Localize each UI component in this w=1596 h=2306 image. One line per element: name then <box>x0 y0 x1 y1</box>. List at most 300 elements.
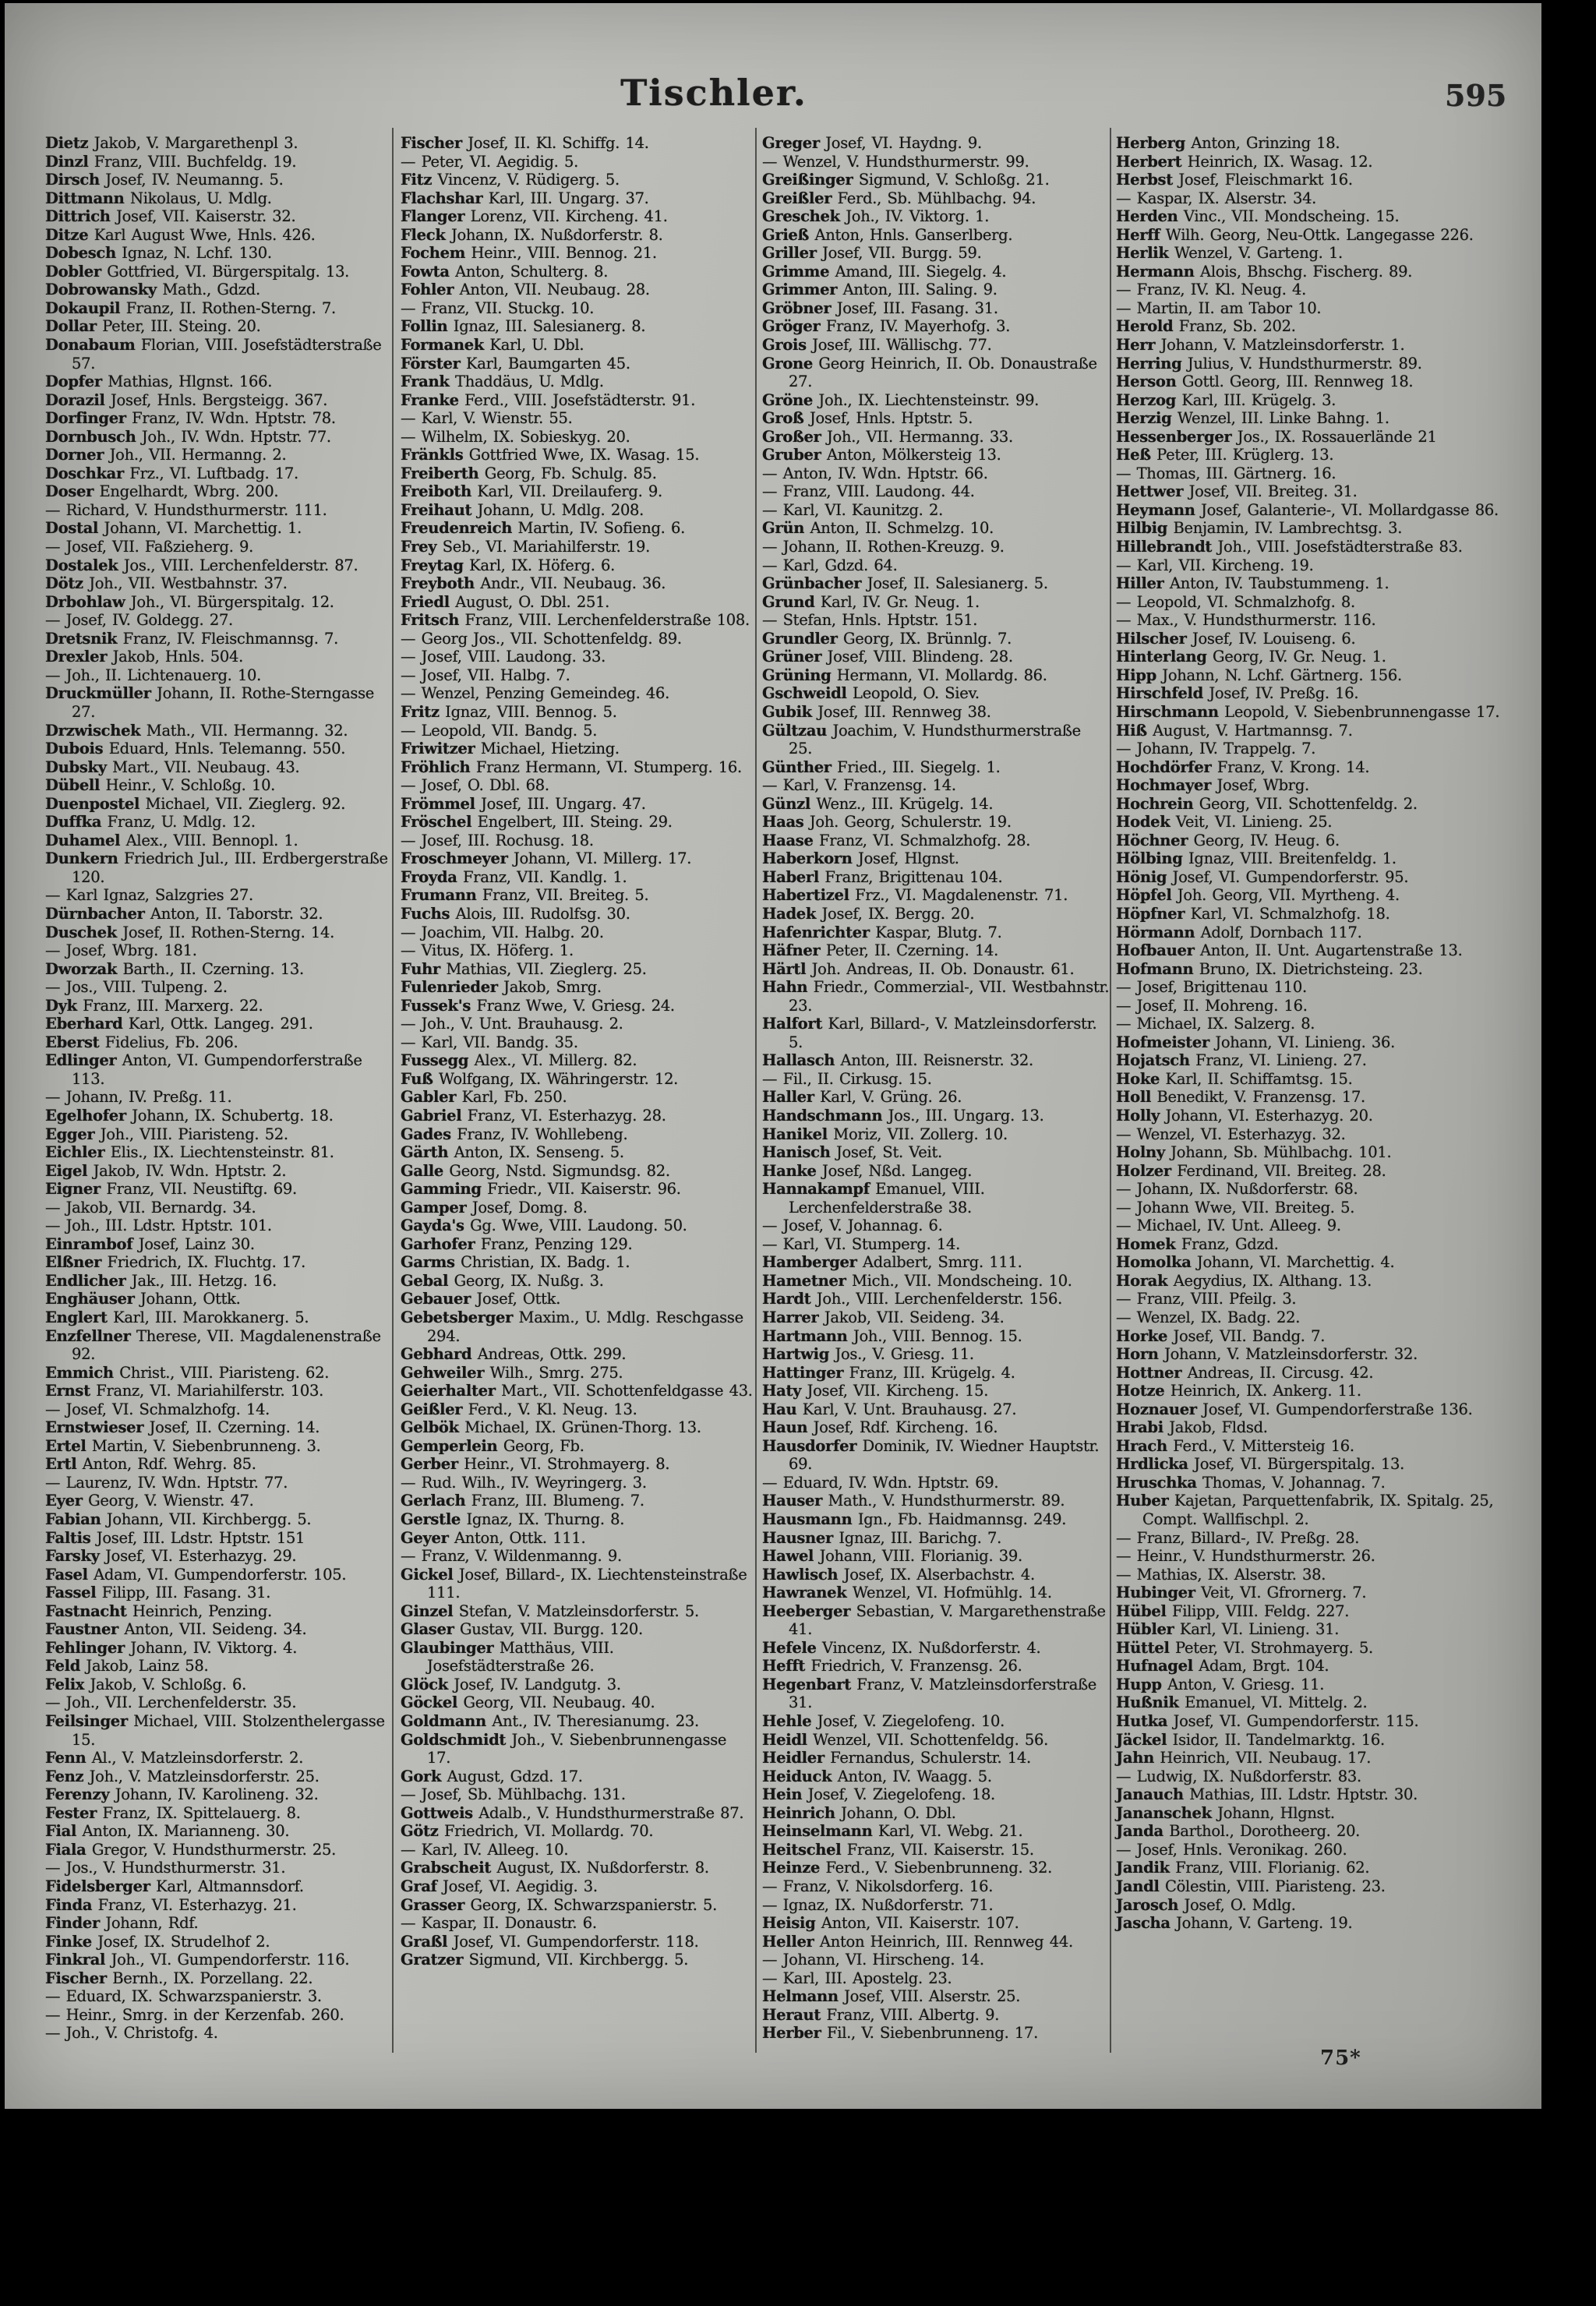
directory-entry: Hausmann Ign., Fb. Haidmannsg. 249. <box>762 1510 1067 1529</box>
directory-entry: Froyda Franz, VII. Kandlg. 1. <box>401 867 627 886</box>
directory-entry: Göckel Georg, VII. Neubaug. 40. <box>401 1693 655 1712</box>
directory-entry: Jandik Franz, VIII. Florianig. 62. <box>1116 1859 1370 1877</box>
directory-entry: Hotze Heinrich, IX. Ankerg. 11. <box>1116 1382 1361 1400</box>
directory-entry: — Laurenz, IV. Wdn. Hptstr. 77. <box>45 1473 288 1492</box>
directory-entry: Doschkar Frz., VI. Luftbadg. 17. <box>45 464 298 482</box>
directory-entry: Gehweiler Wilh., Smrg. 275. <box>401 1363 623 1382</box>
directory-entry: Helmann Josef, VIII. Alserstr. 25. <box>762 1987 1021 2006</box>
directory-entry: Gickel Josef, Billard-, IX. Liechtensteinstraße 111. <box>401 1565 747 1602</box>
directory-entry: Eigel Jakob, IV. Wdn. Hptstr. 2. <box>45 1161 287 1180</box>
directory-entry: Graf Josef, VI. Aegidig. 3. <box>401 1877 598 1895</box>
directory-entry: Gabler Karl, Fb. 250. <box>401 1088 567 1107</box>
directory-entry: — Stefan, Hnls. Hptstr. 151. <box>762 611 978 630</box>
directory-entry: Gottweis Adalb., V. Hundsthurmerstraße 87. <box>401 1803 744 1822</box>
directory-entry: — Josef, II. Mohreng. 16. <box>1116 996 1308 1015</box>
directory-column-2 <box>401 134 753 1969</box>
directory-entry: Finder Johann, Rdf. <box>45 1914 199 1933</box>
directory-entry: Gärth Anton, IX. Senseng. 5. <box>401 1143 624 1162</box>
directory-entry: Grone Georg Heinrich, II. Ob. Donaustraße 27. <box>762 354 1097 391</box>
directory-entry: — Franz, Billard-, IV. Preßg. 28. <box>1116 1528 1360 1547</box>
directory-entry: Grabscheit August, IX. Nußdorferstr. 8. <box>401 1859 709 1877</box>
directory-entry: Doser Engelhardt, Wbrg. 200. <box>45 482 279 501</box>
directory-entry: Hilscher Josef, IV. Louiseng. 6. <box>1116 629 1356 648</box>
directory-entry: Dretsnik Franz, IV. Fleischmannsg. 7. <box>45 629 339 648</box>
directory-entry: Dornbusch Joh., IV. Wdn. Hptstr. 77. <box>45 427 331 446</box>
directory-entry: — Wenzel, VI. Esterhazyg. 32. <box>1116 1125 1346 1143</box>
directory-entry: Grasser Georg, IX. Schwarzspanierstr. 5. <box>401 1895 717 1914</box>
directory-entry: Gork August, Gdzd. 17. <box>401 1767 583 1785</box>
directory-entry: Hölbing Ignaz, VIII. Breitenfeldg. 1. <box>1116 849 1396 868</box>
directory-entry: Holzer Ferdinand, VII. Breiteg. 28. <box>1116 1161 1386 1180</box>
directory-entry: Follin Ignaz, III. Salesianerg. 8. <box>401 317 646 336</box>
directory-entry: — Josef, V. Johannag. 6. <box>762 1217 943 1235</box>
directory-entry: Hillebrandt Joh., VIII. Josefstädterstraße 83. <box>1116 538 1463 556</box>
directory-entry: Gabriel Franz, VI. Esterhazyg. 28. <box>401 1106 666 1125</box>
directory-entry: Herberg Anton, Grinzing 18. <box>1116 134 1340 152</box>
directory-entry: Hartwig Jos., V. Griesg. 11. <box>762 1345 974 1364</box>
directory-entry: Gerber Heinr., VI. Strohmayerg. 8. <box>401 1455 670 1474</box>
directory-entry: Herbst Josef, Fleischmarkt 16. <box>1116 171 1353 189</box>
directory-entry: Dorfinger Franz, IV. Wdn. Hptstr. 78. <box>45 409 336 428</box>
directory-entry: Ferenzy Johann, IV. Karolineng. 32. <box>45 1785 319 1804</box>
directory-entry: Günzl Wenz., III. Krügelg. 14. <box>762 794 994 813</box>
directory-entry: Duenpostel Michael, VII. Zieglerg. 92. <box>45 794 346 813</box>
directory-entry: Hüttel Peter, VI. Strohmayerg. 5. <box>1116 1638 1373 1657</box>
directory-entry: Gelbök Michael, IX. Grünen-Thorg. 13. <box>401 1418 701 1437</box>
directory-entry: Homek Franz, Gdzd. <box>1116 1234 1279 1253</box>
directory-entry: Hanke Josef, Nßd. Langeg. <box>762 1161 973 1180</box>
directory-entry: — Wilhelm, IX. Sobieskyg. 20. <box>401 427 630 446</box>
directory-entry: Freihaut Johann, U. Mdlg. 208. <box>401 500 644 519</box>
directory-entry: Hoznauer Josef, VI. Gumpendorferstraße 136. <box>1116 1400 1473 1418</box>
directory-entry: Fiala Gregor, V. Hundsthurmerstr. 25. <box>45 1840 337 1859</box>
directory-entry: Drbohlaw Joh., VI. Bürgerspitalg. 12. <box>45 592 334 611</box>
directory-entry: Gebal Georg, IX. Nußg. 3. <box>401 1271 604 1290</box>
directory-entry: Hochdörfer Franz, V. Krong. 14. <box>1116 757 1370 776</box>
directory-entry: Frömmel Josef, III. Ungarg. 47. <box>401 794 646 813</box>
directory-entry: Freyboth Andr., VII. Neubaug. 36. <box>401 574 666 593</box>
directory-entry: Fränkls Gottfried Wwe, IX. Wasag. 15. <box>401 446 700 464</box>
column-separator <box>755 128 757 2053</box>
directory-entry: — Eduard, IV. Wdn. Hptstr. 69. <box>762 1473 999 1492</box>
directory-entry: Herden Vinc., VII. Mondscheing. 15. <box>1116 207 1400 226</box>
directory-entry: Fischer Josef, II. Kl. Schiffg. 14. <box>401 134 649 152</box>
scanned-page <box>5 3 1541 2109</box>
directory-entry: Hoke Karl, II. Schiffamtsg. 15. <box>1116 1069 1353 1088</box>
directory-entry: Hein Josef, V. Ziegelofeng. 18. <box>762 1785 995 1804</box>
directory-entry: Frey Seb., VI. Mariahilferstr. 19. <box>401 538 650 556</box>
directory-entry: — Karl, VII. Kircheng. 19. <box>1116 556 1314 574</box>
directory-entry: Dostal Johann, VI. Marchettig. 1. <box>45 519 302 538</box>
directory-entry: Gamper Josef, Domg. 8. <box>401 1198 588 1217</box>
directory-entry: Endlicher Jak., III. Hetzg. 16. <box>45 1271 277 1290</box>
directory-entry: Finda Franz, VI. Esterhazyg. 21. <box>45 1895 297 1914</box>
directory-entry: Jananschek Johann, Hlgnst. <box>1116 1803 1335 1822</box>
directory-entry: Halfort Karl, Billard-, V. Matzleinsdorferstr. 5. <box>762 1015 1097 1051</box>
directory-entry: Hirschfeld Josef, IV. Preßg. 16. <box>1116 684 1359 703</box>
directory-entry: Hardt Joh., VIII. Lerchenfelderstr. 156. <box>762 1290 1063 1308</box>
directory-entry: Hannakampf Emanuel, VIII. Lerchenfelderstraße 38. <box>762 1180 985 1217</box>
directory-entry: Dobler Gottfried, VI. Bürgerspitalg. 13. <box>45 262 350 281</box>
directory-entry: Gerlach Franz, III. Blumeng. 7. <box>401 1492 644 1510</box>
directory-entry: Haas Joh. Georg, Schulerstr. 19. <box>762 813 1012 832</box>
directory-entry: Dübell Heinr., V. Schloßg. 10. <box>45 776 276 795</box>
directory-entry: — Jakob, VII. Bernardg. 34. <box>45 1198 256 1217</box>
directory-entry: Ditze Karl August Wwe, Hnls. 426. <box>45 225 316 244</box>
directory-entry: — Josef, Sb. Mühlbachg. 131. <box>401 1785 626 1804</box>
directory-entry: Hinterlang Georg, IV. Gr. Neug. 1. <box>1116 648 1386 666</box>
directory-entry: Dorner Joh., VII. Hermanng. 2. <box>45 446 287 464</box>
directory-entry: Hefft Friedrich, V. Franzensg. 26. <box>762 1657 1022 1676</box>
directory-entry: Grünbacher Josef, II. Salesianerg. 5. <box>762 574 1048 593</box>
directory-entry: Gröne Joh., IX. Liechtensteinstr. 99. <box>762 390 1040 409</box>
directory-entry: Faustner Anton, VII. Seideng. 34. <box>45 1620 307 1639</box>
directory-entry: Dubois Eduard, Hnls. Telemanng. 550. <box>45 740 346 758</box>
directory-entry: Heinrich Johann, O. Dbl. <box>762 1803 956 1822</box>
directory-entry: Hawlisch Josef, IX. Alserbachstr. 4. <box>762 1565 1035 1584</box>
directory-entry: Ginzel Stefan, V. Matzleinsdorferstr. 5. <box>401 1601 699 1620</box>
directory-entry: — Johann, IX. Nußdorferstr. 68. <box>1116 1180 1358 1199</box>
directory-entry: — Kaspar, IX. Alserstr. 34. <box>1116 189 1317 207</box>
directory-entry: Herber Fil., V. Siebenbrunneng. 17. <box>762 2024 1038 2043</box>
directory-entry: — Josef, O. Dbl. 68. <box>401 776 549 795</box>
directory-entry: — Franz, V. Wildenmanng. 9. <box>401 1547 622 1566</box>
directory-entry: Hruschka Thomas, V. Johannag. 7. <box>1116 1473 1386 1492</box>
directory-entry: Hattinger Franz, III. Krügelg. 4. <box>762 1363 1015 1382</box>
directory-entry: Farsky Josef, VI. Esterhazyg. 29. <box>45 1547 297 1566</box>
directory-entry: Hawranek Wenzel, VI. Hofmühlg. 14. <box>762 1584 1052 1602</box>
directory-entry: Dittrich Josef, VII. Kaiserstr. 32. <box>45 207 296 226</box>
directory-entry: Herbert Heinrich, IX. Wasag. 12. <box>1116 152 1373 171</box>
directory-entry: Gerstle Ignaz, IX. Thurng. 8. <box>401 1510 625 1529</box>
directory-entry: Fritsch Franz, VIII. Lerchenfelderstraße 108. <box>401 611 750 630</box>
directory-entry: Hessenberger Jos., IX. Rossauerlände 21 <box>1116 427 1437 446</box>
directory-entry: Jandl Cölestin, VIII. Piaristeng. 23. <box>1116 1877 1386 1895</box>
directory-entry: Hiß August, V. Hartmannsg. 7. <box>1116 721 1353 740</box>
directory-entry: — Karl, VII. Bandg. 35. <box>401 1033 578 1051</box>
directory-entry: Jahn Heinrich, VII. Neubaug. 17. <box>1116 1749 1372 1767</box>
directory-column-3 <box>762 134 1110 2043</box>
directory-entry: Edlinger Anton, VI. Gumpendorferstraße 113. <box>45 1051 362 1088</box>
directory-entry: Hallasch Anton, III. Reisnerstr. 32. <box>762 1051 1033 1070</box>
directory-entry: Dirsch Josef, IV. Neumanng. 5. <box>45 171 284 189</box>
directory-entry: Heitschel Franz, VII. Kaiserstr. 15. <box>762 1840 1034 1859</box>
directory-entry: Hutka Josef, VI. Gumpendorferstr. 115. <box>1116 1712 1419 1731</box>
directory-entry: Hofbauer Anton, II. Unt. Augartenstraße 13. <box>1116 941 1463 960</box>
directory-entry: Duhamel Alex., VIII. Bennopl. 1. <box>45 831 298 849</box>
directory-entry: Gruber Anton, Mölkersteig 13. <box>762 446 1001 464</box>
directory-entry: Haase Franz, VI. Schmalzhofg. 28. <box>762 831 1031 849</box>
directory-entry: Hußnik Emanuel, VI. Mittelg. 2. <box>1116 1693 1368 1712</box>
directory-entry: — Kaspar, II. Donaustr. 6. <box>401 1914 597 1933</box>
directory-entry: Gröger Franz, IV. Mayerhofg. 3. <box>762 317 1011 336</box>
directory-entry: Großer Joh., VII. Hermanng. 33. <box>762 427 1013 446</box>
directory-entry: Hanisch Josef, St. Veit. <box>762 1143 942 1162</box>
directory-entry: Duschek Josef, II. Rothen-Sterng. 14. <box>45 923 334 941</box>
directory-entry: Garhofer Franz, Penzing 129. <box>401 1234 633 1253</box>
directory-entry: Hipp Johann, N. Lchf. Gärtnerg. 156. <box>1116 666 1402 684</box>
directory-entry: Fochem Heinr., VIII. Bennog. 21. <box>401 244 657 263</box>
directory-column-4 <box>1116 134 1521 1933</box>
directory-entry: Glaser Gustav, VII. Burgg. 120. <box>401 1620 643 1639</box>
directory-entry: Heisig Anton, VII. Kaiserstr. 107. <box>762 1914 1019 1933</box>
directory-entry: Galle Georg, Nstd. Sigmundsg. 82. <box>401 1161 670 1180</box>
directory-entry: Heller Anton Heinrich, III. Rennweg 44. <box>762 1932 1073 1951</box>
directory-entry: — Georg Jos., VII. Schottenfeldg. 89. <box>401 629 682 648</box>
directory-entry: Friedl August, O. Dbl. 251. <box>401 592 610 611</box>
directory-entry: Horn Johann, V. Matzleinsdorferstr. 32. <box>1116 1345 1418 1364</box>
directory-entry: Geyer Anton, Ottk. 111. <box>401 1528 586 1547</box>
directory-entry: Herzig Wenzel, III. Linke Bahng. 1. <box>1116 409 1389 428</box>
directory-entry: Hrdlicka Josef, VI. Bürgerspitalg. 13. <box>1116 1455 1405 1474</box>
directory-entry: — Heinr., V. Hundsthurmerstr. 26. <box>1116 1547 1375 1566</box>
directory-entry: Franke Ferd., VIII. Josefstädterstr. 91. <box>401 390 696 409</box>
directory-entry: — Josef, Hnls. Veronikag. 260. <box>1116 1840 1347 1859</box>
directory-entry: Fowta Anton, Schulterg. 8. <box>401 262 609 281</box>
directory-entry: Fassel Filipp, III. Fasang. 31. <box>45 1584 271 1602</box>
directory-entry: Freudenreich Martin, IV. Sofieng. 6. <box>401 519 685 538</box>
directory-entry: Fröschel Engelbert, III. Steing. 29. <box>401 813 673 832</box>
directory-entry: — Richard, V. Hundsthurmerstr. 111. <box>45 500 327 519</box>
directory-entry: Grimme Amand, III. Siegelg. 4. <box>762 262 1007 281</box>
directory-entry: Dobesch Ignaz, N. Lchf. 130. <box>45 244 272 263</box>
directory-entry: Hilbig Benjamin, IV. Lambrechtsg. 3. <box>1116 519 1403 538</box>
directory-entry: Hausner Ignaz, III. Barichg. 7. <box>762 1528 1002 1547</box>
directory-entry: Hefele Vincenz, IX. Nußdorferstr. 4. <box>762 1638 1041 1657</box>
directory-entry: Gemperlein Georg, Fb. <box>401 1436 584 1455</box>
directory-entry: Friwitzer Michael, Hietzing. <box>401 740 620 758</box>
directory-entry: Holny Johann, Sb. Mühlbachg. 101. <box>1116 1143 1392 1162</box>
directory-entry: Herzog Karl, III. Krügelg. 3. <box>1116 390 1336 409</box>
directory-entry: — Joh., V. Christofg. 4. <box>45 2024 218 2043</box>
directory-entry: — Franz, VIII. Laudong. 44. <box>762 482 975 501</box>
directory-entry: Heeberger Sebastian, V. Margarethenstraße 41. <box>762 1601 1106 1639</box>
directory-entry: Elßner Friedrich, IX. Fluchtg. 17. <box>45 1253 306 1272</box>
directory-entry: — Johann, IV. Trappelg. 7. <box>1116 740 1316 758</box>
directory-entry: Heß Peter, III. Krüglerg. 13. <box>1116 446 1334 464</box>
directory-entry: Ertel Martin, V. Siebenbrunneng. 3. <box>45 1436 321 1455</box>
directory-entry: Hönig Josef, VI. Gumpendorferstr. 95. <box>1116 867 1409 886</box>
directory-entry: Häfner Peter, II. Czerning. 14. <box>762 941 999 960</box>
directory-entry: Graßl Josef, VI. Gumpendorferstr. 118. <box>401 1932 699 1951</box>
directory-entry: Hermann Alois, Bhschg. Fischerg. 89. <box>1116 262 1413 281</box>
directory-entry: — Karl, III. Apostelg. 23. <box>762 1969 952 1987</box>
directory-entry: Fial Anton, IX. Marianneng. 30. <box>45 1822 290 1841</box>
directory-entry: Eigner Franz, VII. Neustiftg. 69. <box>45 1180 297 1199</box>
directory-entry: — Johann, IV. Preßg. 11. <box>45 1088 232 1107</box>
directory-entry: Grundler Georg, IX. Brünnlg. 7. <box>762 629 1012 648</box>
directory-entry: Förster Karl, Baumgarten 45. <box>401 354 630 373</box>
directory-entry: Griller Josef, VII. Burgg. 59. <box>762 244 982 263</box>
directory-entry: Emmich Christ., VIII. Piaristeng. 62. <box>45 1363 330 1382</box>
directory-entry: — Karl Ignaz, Salzgries 27. <box>45 886 253 905</box>
directory-entry: Freiberth Georg, Fb. Schulg. 85. <box>401 464 657 482</box>
directory-entry: Dürnbacher Anton, II. Taborstr. 32. <box>45 904 323 923</box>
directory-entry: Ernstwieser Josef, II. Czerning. 14. <box>45 1418 320 1437</box>
directory-entry: Heinselmann Karl, VI. Webg. 21. <box>762 1822 1023 1841</box>
directory-entry: Gratzer Sigmund, VII. Kirchbergg. 5. <box>401 1951 689 1969</box>
directory-entry: Gamming Friedr., VII. Kaiserstr. 96. <box>401 1180 681 1199</box>
directory-entry: — Josef, VI. Schmalzhofg. 14. <box>45 1400 270 1418</box>
directory-entry: Heiduck Anton, IV. Waagg. 5. <box>762 1767 992 1785</box>
directory-entry: — Josef, VII. Faßzieherg. 9. <box>45 538 254 556</box>
directory-entry: Dollar Peter, III. Steing. 20. <box>45 317 261 336</box>
directory-entry: Hau Karl, V. Unt. Brauhausg. 27. <box>762 1400 1017 1418</box>
directory-entry: Druckmüller Johann, II. Rothe-Sterngasse 27. <box>45 684 375 721</box>
directory-entry: — Joh., III. Ldstr. Hptstr. 101. <box>45 1217 272 1235</box>
directory-entry: Höpfner Karl, VI. Schmalzhofg. 18. <box>1116 904 1390 923</box>
directory-entry: Fussek's Franz Wwe, V. Griesg. 24. <box>401 996 675 1015</box>
directory-entry: Egelhofer Johann, IX. Schubertg. 18. <box>45 1106 334 1125</box>
directory-entry: — Karl, V. Wienstr. 55. <box>401 409 573 428</box>
directory-entry: Fitz Vincenz, V. Rüdigerg. 5. <box>401 171 620 189</box>
directory-entry: Hadek Josef, IX. Bergg. 20. <box>762 904 975 923</box>
directory-entry: Fritz Ignaz, VIII. Bennog. 5. <box>401 702 617 721</box>
directory-entry: — Wenzel, Penzing Gemeindeg. 46. <box>401 684 670 703</box>
directory-entry: Hametner Mich., VII. Mondscheing. 10. <box>762 1271 1072 1290</box>
directory-entry: Herr Johann, V. Matzleinsdorferstr. 1. <box>1116 336 1405 355</box>
directory-entry: Gschweidl Leopold, O. Siev. <box>762 684 980 703</box>
directory-entry: — Karl, Gdzd. 64. <box>762 556 898 574</box>
directory-entry: Dostalek Jos., VIII. Lerchenfelderstr. 87. <box>45 556 358 574</box>
directory-entry: Holly Johann, VI. Esterhazyg. 20. <box>1116 1106 1373 1125</box>
directory-entry: — Karl, VI. Stumperg. 14. <box>762 1234 961 1253</box>
directory-entry: Dworzak Barth., II. Czerning. 13. <box>45 959 304 978</box>
directory-entry: Hrabi Jakob, Fldsd. <box>1116 1418 1268 1437</box>
directory-entry: — Josef, IV. Goldegg. 27. <box>45 611 233 630</box>
directory-entry: — Josef, VIII. Laudong. 33. <box>401 648 606 666</box>
directory-entry: Fastnacht Heinrich, Penzing. <box>45 1601 272 1620</box>
directory-entry: — Karl, IV. Alleeg. 10. <box>401 1840 569 1859</box>
directory-entry: — Josef, III. Rochusg. 18. <box>401 831 594 849</box>
directory-entry: — Franz, VII. Stuckg. 10. <box>401 298 595 317</box>
directory-entry: Heidler Fernandus, Schulerstr. 14. <box>762 1749 1031 1767</box>
directory-entry: Dobrowansky Math., Gdzd. <box>45 281 260 299</box>
directory-entry: — Mathias, IX. Alserstr. 38. <box>1116 1565 1326 1584</box>
column-separator <box>1110 128 1111 2053</box>
directory-entry: Hawel Johann, VIII. Florianig. 39. <box>762 1547 1022 1566</box>
directory-entry: Heinze Ferd., V. Siebenbrunneng. 32. <box>762 1859 1052 1877</box>
directory-entry: Fuchs Alois, III. Rudolfsg. 30. <box>401 904 630 923</box>
directory-entry: Fröhlich Franz Hermann, VI. Stumperg. 16. <box>401 757 742 776</box>
page-number: 595 <box>1445 78 1507 113</box>
directory-entry: Hausdorfer Dominik, IV. Wiedner Hauptstr. 69. <box>762 1436 1100 1474</box>
directory-entry: Frumann Franz, VII. Breiteg. 5. <box>401 886 649 905</box>
directory-entry: — Leopold, VI. Schmalzhofg. 8. <box>1116 592 1355 611</box>
directory-entry: Greißler Ferd., Sb. Mühlbachg. 94. <box>762 189 1036 207</box>
directory-entry: — Franz, IV. Kl. Neug. 4. <box>1116 281 1307 299</box>
directory-entry: Gültzau Joachim, V. Hundsthurmerstraße 25. <box>762 721 1081 758</box>
directory-entry: Dittmann Nikolaus, U. Mdlg. <box>45 189 272 207</box>
directory-entry: — Fil., II. Cirkusg. 15. <box>762 1069 932 1088</box>
directory-entry: Eyer Georg, V. Wienstr. 47. <box>45 1492 254 1510</box>
directory-entry: Froschmeyer Johann, VI. Millerg. 17. <box>401 849 692 868</box>
directory-entry: — Karl, V. Franzensg. 14. <box>762 776 956 795</box>
directory-entry: Haller Karl, V. Grüng. 26. <box>762 1088 962 1107</box>
directory-entry: — Peter, VI. Aegidig. 5. <box>401 152 578 171</box>
directory-entry: Flanger Lorenz, VII. Kircheng. 41. <box>401 207 668 226</box>
directory-entry: Faltis Josef, III. Ldstr. Hptstr. 151 <box>45 1528 305 1547</box>
directory-entry: Freytag Karl, IX. Höferg. 6. <box>401 556 616 574</box>
directory-entry: Haberl Franz, Brigittenau 104. <box>762 867 1003 886</box>
directory-entry: Hrach Ferd., V. Mittersteig 16. <box>1116 1436 1354 1455</box>
directory-entry: Drzwischek Math., VII. Hermanng. 32. <box>45 721 348 740</box>
directory-entry: Dinzl Franz, VIII. Buchfeldg. 19. <box>45 152 297 171</box>
directory-entry: Fleck Johann, IX. Nußdorferstr. 8. <box>401 225 663 244</box>
directory-entry: Fussegg Alex., VI. Millerg. 82. <box>401 1051 637 1070</box>
directory-entry: Gröbner Josef, III. Fasang. 31. <box>762 298 998 317</box>
directory-entry: Hanikel Moriz, VII. Zollerg. 10. <box>762 1125 1008 1143</box>
directory-entry: Höpfel Joh. Georg, VII. Myrtheng. 4. <box>1116 886 1400 905</box>
directory-entry: Hübel Filipp, VIII. Feldg. 227. <box>1116 1601 1350 1620</box>
directory-entry: — Franz, V. Nikolsdorferg. 16. <box>762 1877 994 1895</box>
directory-column-1 <box>45 134 393 2043</box>
directory-entry: Gubik Josef, III. Rennweg 38. <box>762 702 991 721</box>
directory-entry: Greißinger Sigmund, V. Schloßg. 21. <box>762 171 1050 189</box>
directory-entry: Günther Fried., III. Siegelg. 1. <box>762 757 1001 776</box>
directory-entry: Haun Josef, Rdf. Kircheng. 16. <box>762 1418 998 1437</box>
directory-entry: — Max., V. Hundsthurmerstr. 116. <box>1116 611 1376 630</box>
directory-entry: Feld Jakob, Lainz 58. <box>45 1657 209 1676</box>
directory-entry: Glaubinger Matthäus, VIII. Josefstädterstraße 26. <box>401 1638 614 1676</box>
directory-entry: Götz Friedrich, VI. Mollardg. 70. <box>401 1822 654 1841</box>
directory-entry: Dietz Jakob, V. Margarethenpl 3. <box>45 134 298 152</box>
directory-entry: Homolka Johann, VI. Marchettig. 4. <box>1116 1253 1395 1272</box>
directory-entry: Donabaum Florian, VIII. Josefstädterstraße 57. <box>45 336 382 373</box>
directory-entry: Grün Anton, II. Schmelzg. 10. <box>762 519 994 538</box>
directory-entry: Finke Josef, IX. Strudelhof 2. <box>45 1932 270 1951</box>
directory-entry: — Vitus, IX. Höferg. 1. <box>401 941 574 960</box>
directory-entry: Hottner Andreas, II. Circusg. 42. <box>1116 1363 1374 1382</box>
directory-entry: Grüner Josef, VIII. Blindeng. 28. <box>762 648 1013 666</box>
directory-entry: Englert Karl, III. Marokkanerg. 5. <box>45 1308 309 1326</box>
directory-entry: Frank Thaddäus, U. Mdlg. <box>401 373 604 391</box>
directory-entry: Freiboth Karl, VII. Dreilauferg. 9. <box>401 482 662 501</box>
directory-entry: Heidl Wenzel, VII. Schottenfeldg. 56. <box>762 1730 1048 1749</box>
directory-entry: Grund Karl, IV. Gr. Neug. 1. <box>762 592 980 611</box>
directory-entry: Gayda's Gg. Wwe, VIII. Laudong. 50. <box>401 1217 687 1235</box>
directory-entry: Eberst Fidelius, Fb. 206. <box>45 1033 238 1051</box>
directory-entry: Greschek Joh., IV. Viktorg. 1. <box>762 207 990 226</box>
directory-entry: Höchner Georg, IV. Heug. 6. <box>1116 831 1340 849</box>
directory-entry: Grieß Anton, Hnls. Ganserlberg. <box>762 225 1013 244</box>
directory-entry: Habertizel Frz., VI. Magdalenenstr. 71. <box>762 886 1068 905</box>
directory-entry: Herold Franz, Sb. 202. <box>1116 317 1296 336</box>
directory-entry: Eichler Elis., IX. Liechtensteinstr. 81. <box>45 1143 334 1162</box>
directory-entry: Hojatsch Franz, VI. Linieng. 27. <box>1116 1051 1367 1070</box>
directory-entry: Gades Franz, IV. Wohllebeng. <box>401 1125 628 1143</box>
directory-entry: Grimmer Anton, III. Saling. 9. <box>762 281 998 299</box>
directory-entry: Fenz Joh., V. Matzleinsdorferstr. 25. <box>45 1767 320 1785</box>
directory-entry: Hiller Anton, IV. Taubstummeng. 1. <box>1116 574 1389 593</box>
directory-entry: Enzfellner Therese, VII. Magdalenenstraße 92. <box>45 1326 381 1364</box>
directory-entry: — Joachim, VII. Halbg. 20. <box>401 923 604 941</box>
directory-entry: Hauser Math., V. Hundsthurmerstr. 89. <box>762 1492 1065 1510</box>
directory-entry: Hafenrichter Kaspar, Blutg. 7. <box>762 923 1002 941</box>
directory-entry: — Wenzel, IX. Badg. 22. <box>1116 1308 1301 1326</box>
directory-entry: Hofmeister Johann, VI. Linieng. 36. <box>1116 1033 1396 1051</box>
directory-entry: — Eduard, IX. Schwarzspanierstr. 3. <box>45 1987 322 2006</box>
directory-entry: Heraut Franz, VIII. Albertg. 9. <box>762 2005 1000 2024</box>
signature-mark: 75* <box>1320 2046 1361 2070</box>
directory-entry: — Thomas, III. Gärtnerg. 16. <box>1116 464 1336 482</box>
directory-entry: Hochmayer Josef, Wbrg. <box>1116 776 1309 795</box>
directory-entry: Fohler Anton, VII. Neubaug. 28. <box>401 281 650 299</box>
directory-entry: Garms Christian, IX. Badg. 1. <box>401 1253 630 1272</box>
directory-entry: — Michael, IX. Salzerg. 8. <box>1116 1015 1315 1033</box>
directory-entry: Feilsinger Michael, VIII. Stolzenthelergasse 15. <box>45 1712 385 1749</box>
directory-entry: Gebauer Josef, Ottk. <box>401 1290 561 1308</box>
